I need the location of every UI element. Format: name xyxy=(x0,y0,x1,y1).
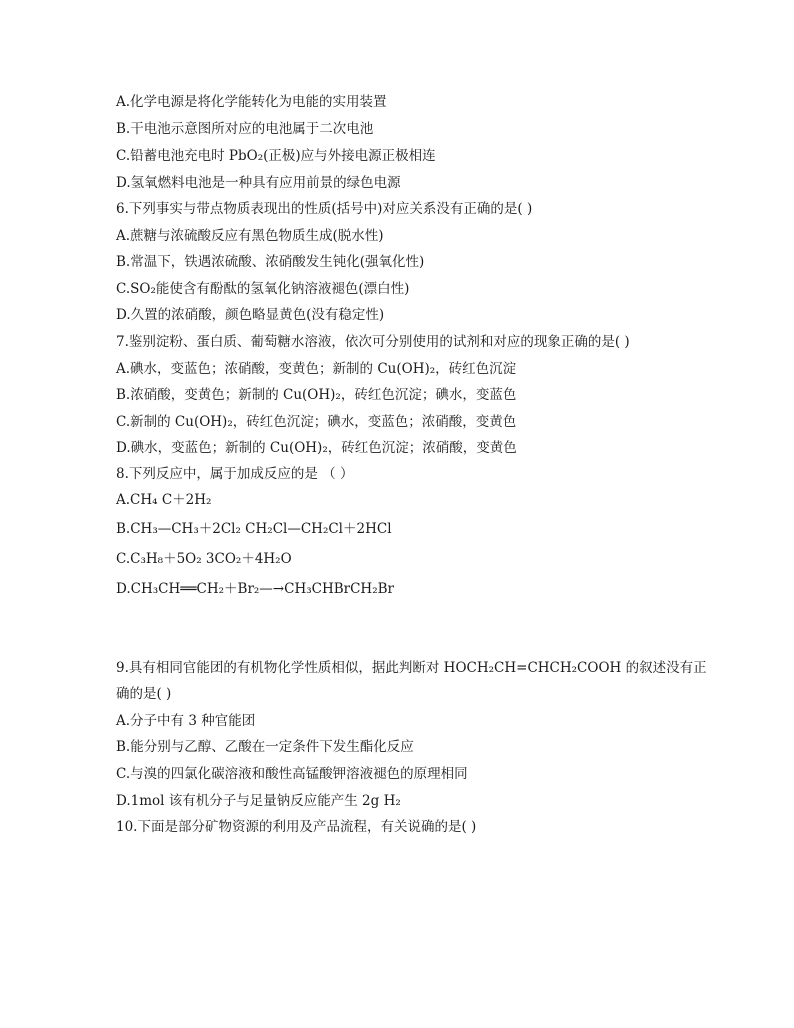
q5-option-a: A.化学电源是将化学能转化为电能的实用装置 xyxy=(116,94,387,110)
question-8: 8.下列反应中，属于加成反应的是 （ ） xyxy=(116,466,354,482)
q9-option-d: D.1mol 该有机分子与足量钠反应能产生 2g H₂ xyxy=(116,793,401,809)
q6-option-a: A.蔗糖与浓硫酸反应有黑色物质生成(脱水性) xyxy=(116,228,384,244)
q7-option-a: A.碘水，变蓝色；浓硝酸，变黄色；新制的 Cu(OH)₂，砖红色沉淀 xyxy=(116,361,517,377)
q5-option-d: D.氢氧燃料电池是一种具有应用前景的绿色电源 xyxy=(116,175,401,191)
q5-option-b: B.干电池示意图所对应的电池属于二次电池 xyxy=(116,121,374,137)
q6-option-c: C.SO₂能使含有酚酞的氢氧化钠溶液褪色(漂白性) xyxy=(116,281,410,297)
q6-option-d: D.久置的浓硝酸，颜色略显黄色(没有稳定性) xyxy=(116,307,385,323)
q7-option-d: D.碘水，变蓝色；新制的 Cu(OH)₂，砖红色沉淀；浓硝酸，变黄色 xyxy=(116,440,517,456)
q8-option-b: B.CH₃—CH₃＋2Cl₂ CH₂Cl—CH₂Cl＋2HCl xyxy=(116,521,392,537)
q9-option-c: C.与溴的四氯化碳溶液和酸性高锰酸钾溶液褪色的原理相同 xyxy=(116,766,468,782)
question-10: 10.下面是部分矿物资源的利用及产品流程，有关说确的是( ) xyxy=(116,819,477,835)
q9-option-b: B.能分别与乙醇、乙酸在一定条件下发生酯化反应 xyxy=(116,739,414,755)
q5-option-c: C.铅蓄电池充电时 PbO₂(正极)应与外接电源正极相连 xyxy=(116,148,436,164)
q9-option-a: A.分子中有 3 种官能团 xyxy=(116,713,256,729)
question-7: 7.鉴别淀粉、蛋白质、葡萄糖水溶液，依次可分别使用的试剂和对应的现象正确的是( ) xyxy=(116,334,630,350)
q8-option-d: D.CH₃CH══CH₂＋Br₂—→CH₃CHBrCH₂Br xyxy=(116,581,394,597)
question-9-continued: 确的是( ) xyxy=(116,686,172,702)
q7-option-c: C.新制的 Cu(OH)₂，砖红色沉淀；碘水，变蓝色；浓硝酸，变黄色 xyxy=(116,414,517,430)
question-9: 9.具有相同官能团的有机物化学性质相似，据此判断对 HOCH₂CH=CHCH₂COOH 的叙述没有正 xyxy=(116,660,707,676)
q6-option-b: B.常温下，铁遇浓硫酸、浓硝酸发生钝化(强氧化性) xyxy=(116,254,425,270)
q8-option-c: C.C₃H₈＋5O₂ 3CO₂＋4H₂O xyxy=(116,551,292,567)
question-6: 6.下列事实与带点物质表现出的性质(括号中)对应关系没有正确的是( ) xyxy=(116,201,533,217)
q7-option-b: B.浓硝酸，变黄色；新制的 Cu(OH)₂，砖红色沉淀；碘水，变蓝色 xyxy=(116,387,517,403)
q8-option-a: A.CH₄ C＋2H₂ xyxy=(116,492,212,508)
